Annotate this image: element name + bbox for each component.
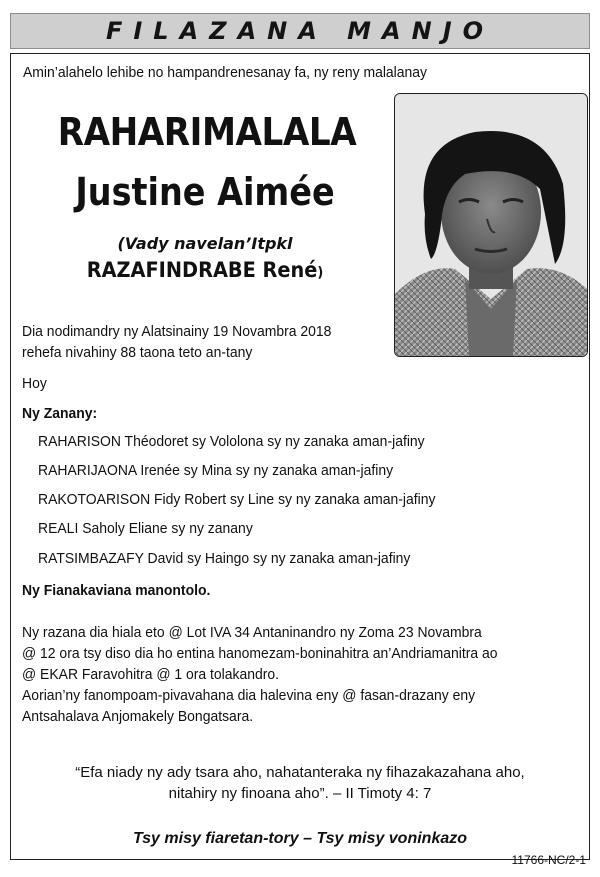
funeral-line: @ EKAR Faravohitra @ 1 ora tolakandro. [22,666,280,683]
header-title: FILAZANA MANJO [105,17,495,45]
portrait-photo [394,93,588,357]
list-item: REALI Saholy Eliane sy ny zanany [38,520,253,537]
children-heading: Ny Zanany: [22,405,98,422]
burial-line: Antsahalava Anjomakely Bongatsara. [22,708,254,725]
funeral-line: Ny razana dia hiala eto @ Lot IVA 34 Antaninandro ny Zoma 23 Novambra [22,624,482,641]
verse-line: nitahiry ny finoana aho”. – II Timoty 4: 7 [168,785,432,802]
funeral-line: @ 12 ora tsy diso dia ho entina hanomezam-boninahitra an’Andriamanitra ao [22,645,498,662]
motto-text: Tsy misy fiaretan-tory – Tsy misy voninkazo [132,830,468,847]
spouse-name-line [44,258,366,282]
list-item: RAKOTOARISON Fidy Robert sy Line sy ny zanaka aman-jafiny [38,491,436,508]
intro-text: Amin’alahelo lehibe no hampandrenesanay fa, ny reny malalanay [23,64,428,81]
deceased-surname: RAHARIMALALA [57,110,357,154]
family-line: Ny Fianakaviana manontolo. [22,582,211,599]
list-item: RATSIMBAZAFY David sy Haingo sy ny zanaka aman-jafiny [38,550,411,567]
list-item: RAHARIJAONA Irenée sy Mina sy ny zanaka aman-jafiny [38,462,394,479]
reference-number: 11766-NC/2-1 [511,853,586,867]
hoy-text: Hoy [22,375,47,392]
notice-header [10,13,590,49]
verse-line: “Efa niady ny ady tsara aho, nahatanteraka ny fihazakazahana aho, [75,764,525,781]
list-item: RAHARISON Théodoret sy Vololona sy ny zanaka aman-jafiny [38,433,425,450]
spouse-label: (Vady navelan’Itpkl [117,234,293,253]
spouse-close-paren: ) [317,265,324,281]
funeral-paragraph [22,622,578,727]
portrait-icon [395,94,587,356]
burial-line: Aorian’ny fanompoam-pivavahana dia halevina eny @ fasan-drazany eny [22,687,476,704]
deceased-given-names: Justine Aimée [75,170,335,214]
death-date-line: Dia nodimandry ny Alatsinainy 19 Novambra 2018 [22,323,332,340]
spouse-name: RAZAFINDRABE René [86,258,318,282]
age-line: rehefa nivahiny 88 taona teto an-tany [22,344,253,361]
